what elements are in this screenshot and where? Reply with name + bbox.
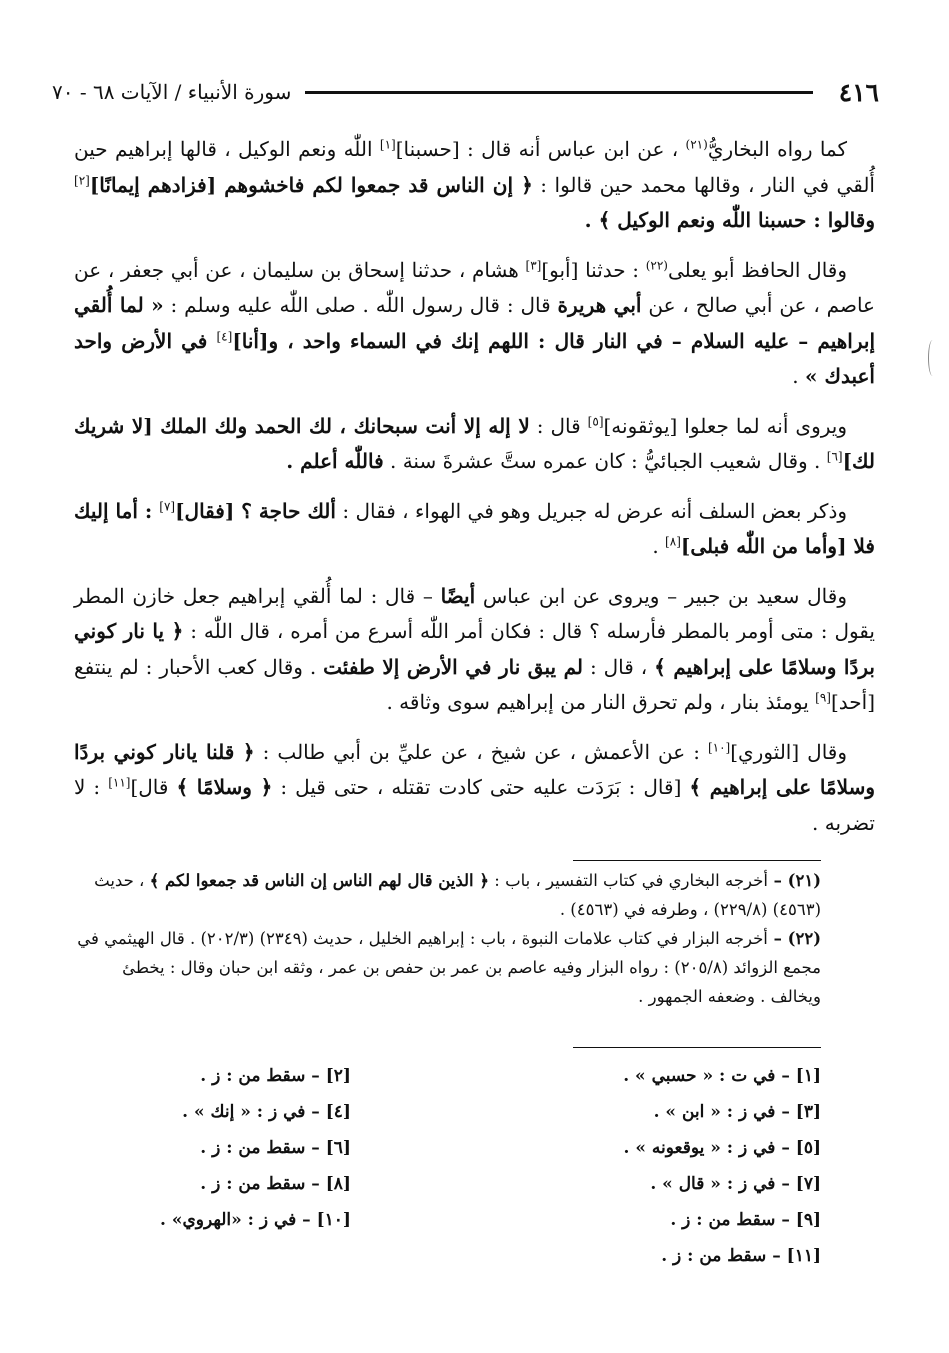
text-run: : حدثنا [أبو] [541, 257, 646, 282]
text-run: ويروى أنه لما جعلوا [يوثقونه] [603, 413, 847, 438]
paragraph [74, 579, 875, 721]
text-run: . وقال شعيب الجبائيُّ : كان عمره ستَّ عشرةَ سنة . [383, 449, 827, 473]
page-number: ٤١٦ [838, 77, 879, 107]
reference-marker: [٢] [74, 172, 90, 187]
reference-marker: [١] [379, 137, 396, 152]
text-run: : عن الأعمش ، عن شيخ ، عن عليِّ بن أبي طالب : [254, 739, 708, 764]
text-run: ، عن ابن عباس أنه قال : [حسبنا] [395, 137, 686, 161]
page-header [52, 72, 879, 112]
emphasized-text: ﴿ إن الناس قد جمعوا لكم فاخشوهم [فزادهم إيمانًا] [89, 172, 533, 197]
reference-marker: [٦] [826, 449, 843, 464]
footnote-separator [573, 860, 821, 861]
emphasized-text: ألك حاجة ؟ [فقال] [175, 498, 336, 523]
text-run: قال : قال رسول اللّٰه . صلى اللّٰه عليه وسلم : [163, 293, 558, 317]
text-run: ، قال : [583, 654, 655, 679]
text-run: وقال [الثوري] [730, 739, 848, 764]
footnote-number: (٢٢) – [767, 929, 821, 948]
variant-note: [٤] – في ز : « إنك » . [182, 1102, 351, 1122]
reference-marker: [١٠] [707, 739, 731, 754]
reference-marker: [٣] [525, 257, 542, 272]
paragraph [74, 494, 875, 565]
emphasized-text: فاللّٰه أعلم . [286, 449, 384, 473]
variant-note: [٦] – سقط من : ز . [200, 1138, 351, 1158]
text-run: وقال الحافظ أبو يعلى [667, 257, 848, 282]
variants-column-even [160, 1060, 351, 1272]
variant-note: [٣] – في ز : « ابن » . [653, 1102, 821, 1122]
paragraph [74, 253, 875, 395]
text-run: . [652, 534, 666, 558]
footnote-number: (٢١) – [767, 871, 821, 890]
variant-note: [٩] – سقط من : ز . [670, 1210, 821, 1230]
variant-note: [١١] – سقط من : ز . [661, 1246, 821, 1266]
text-run: : لا تضربه . [74, 775, 875, 835]
emphasized-text: : أما إليك فلا [وأما من اللّٰه فبلى] [74, 498, 875, 558]
text-run: . [792, 364, 806, 388]
variants-column-odd [623, 1060, 821, 1272]
footnote [68, 866, 821, 924]
paragraph [74, 735, 875, 842]
text-run: ، حديث (٤٥٦٣) (٢٢٩/٨) ، وطرفه في (٤٥٦٣) . [94, 871, 821, 919]
emphasized-text: في الأرض واحد أعبدك » [74, 328, 875, 388]
reference-marker: [٤] [216, 328, 233, 343]
variant-note: [٢] – سقط من : ز . [200, 1066, 351, 1086]
reference-marker: [٩] [815, 690, 831, 705]
footnotes [68, 866, 821, 1011]
text-run: يومئذ بنار ، ولم تحرق النار من إبراهيم سوى وثاقه . [386, 690, 816, 714]
variants-separator [573, 1047, 821, 1048]
text-run: كما رواه البخاريُّ [707, 137, 847, 161]
emphasized-text: أبي هريرة [557, 293, 642, 317]
variant-note: [١] – في ت : « حسبي » . [623, 1066, 821, 1086]
text-run: أخرجه البخاري في كتاب التفسير ، باب : [489, 871, 768, 890]
emphasized-text: ﴿ وسلامًا ﴾ [176, 775, 273, 799]
emphasized-text: لم يبق نار في الأرض إلا طفئت [323, 654, 584, 679]
text-run: – قال : لما أُلقي إبراهيم جعل خازن المطر يقول : متى أومر بالمطر فأرسله ؟ قال : فكان أمر اللّٰه أسرع من أمره ، قال اللّٰه : [74, 583, 875, 643]
running-head: سورة الأنبياء / الآيات ٦٨ - ٧٠ [52, 80, 292, 104]
text-run: وذكر بعض السلف أنه عرض له جبريل وهو في الهواء ، فقال : [335, 498, 848, 523]
emphasized-text: وقالوا : حسبنا اللّٰه ونعم الوكيل ﴾ . [584, 208, 875, 232]
emphasized-text: لا إله إلا أنت سبحانك ، لك الحمد ولك الملك [لا شريك لك] [74, 413, 875, 473]
reference-marker: [٧] [159, 498, 176, 513]
text-run: اللّٰه ونعم الوكيل ، قالها إبراهيم حين أُلقي في النار ، وقالها محمد حين قالوا : [74, 137, 875, 197]
text-run: وقال سعيد بن جبير – ويروى عن ابن عباس [475, 583, 847, 608]
footnote [68, 924, 821, 1011]
variant-note: [٥] – في ز : « يوقعونه » . [623, 1138, 821, 1158]
text-run: أخرجه البزار في كتاب علامات النبوة ، باب : إبراهيم الخليل ، حديث (٢٣٤٩) (٢٠٢/٣) . قال الهيثمي في مجمع الزوائد (٢٠٥/٨) : رواه البزار وفيه عاصم بن عمر بن حفص بن عمر ، وثقه ابن حبان وقال : يخطئ ويخالف . وضعفه الجمهور . [77, 929, 821, 1006]
emphasized-text: ﴿ يا نار كوني بردًا وسلامًا على إبراهيم ﴾ [74, 619, 876, 679]
paragraph [74, 132, 875, 239]
text-run: [قال : بَرَدَت عليه حتى كادت تقتله ، حتى قيل : [272, 775, 690, 799]
main-text [74, 132, 875, 855]
paragraph [74, 409, 875, 480]
emphasized-text: ﴿ قلنا يانار كوني بردًا وسلامًا على إبراهيم ﴾ [74, 739, 875, 799]
text-run: قال] [130, 775, 177, 799]
header-rule [305, 91, 812, 94]
text-run: هشام ، حدثنا إسحاق بن سليمان ، عن أبي جعفر ، عن عاصم ، عن أبي صالح ، عن [74, 257, 875, 317]
text-run: قال : [529, 413, 588, 438]
variant-note: [١٠] – في ز : «الهروي» . [160, 1210, 351, 1230]
reference-marker: [٥] [587, 413, 604, 428]
manuscript-variants [160, 1060, 821, 1272]
emphasized-text: ﴿ الذين قال لهم الناس إن الناس قد جمعوا لكم ﴾ [149, 871, 490, 890]
text-run: . وقال كعب الأحبار : لم ينتفع [أحد] [74, 654, 875, 714]
margin-mark [928, 340, 937, 376]
variant-note: [٨] – سقط من : ز . [200, 1174, 351, 1194]
reference-marker: [٨] [665, 534, 681, 549]
reference-marker: (٢١) [685, 137, 708, 152]
reference-marker: (٢٢) [645, 257, 668, 272]
emphasized-text: « لما أُلقي إبراهيم – عليه السلام – في النار قال : اللهم إنك في السماء واحد ، و[أنا] [74, 293, 875, 353]
reference-marker: [١١] [108, 775, 131, 790]
variant-note: [٧] – في ز : « قال » . [650, 1174, 821, 1194]
emphasized-text: أيضًا [440, 583, 476, 608]
